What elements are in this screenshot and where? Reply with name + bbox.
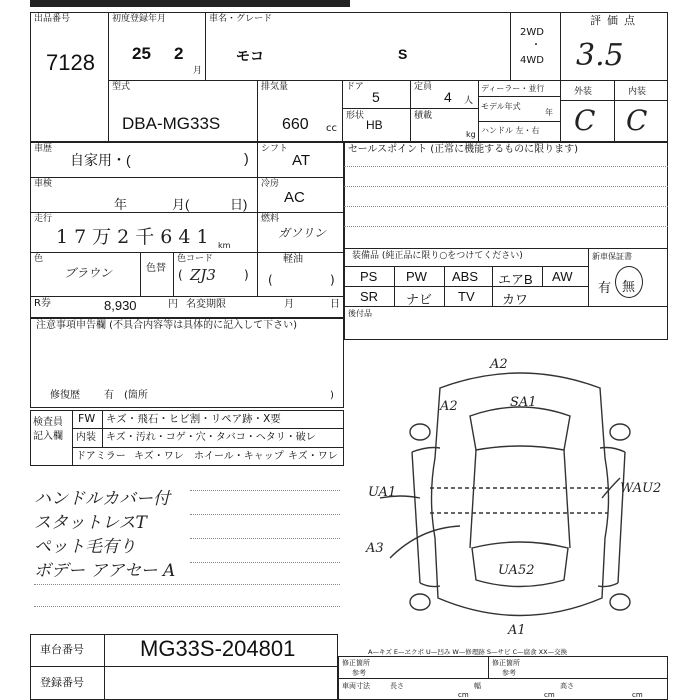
interior-grade: C — [626, 104, 648, 137]
load-label: 積載 — [414, 111, 433, 121]
exterior-grade: C — [574, 104, 596, 137]
displacement-label: 排気量 — [261, 82, 289, 92]
interior-items: キズ・汚れ・コゲ・穴・タバコ・ヘタリ・破レ — [106, 432, 316, 443]
mileage-label: 走行 — [34, 214, 53, 224]
repair-area-label-2: 修正箇所 — [492, 659, 520, 667]
warranty-no: 無 — [622, 279, 636, 294]
mark-wau2: WAU2 — [620, 481, 662, 496]
height-label: 高さ — [560, 682, 574, 690]
caution-label: 注意事項申告欄 (不具合内容等は具体的に記入して下さい) — [36, 320, 297, 331]
mirror-items: キズ・ワレ — [134, 451, 184, 462]
mark-a1: A1 — [508, 623, 526, 638]
shift-label: シフト — [261, 144, 289, 154]
color-label: 色 — [34, 254, 44, 264]
size-label: 車両寸法 — [342, 682, 370, 690]
equip-sr: SR — [360, 289, 379, 304]
sales-grid — [344, 142, 668, 340]
model-year-label: モデル年式 — [481, 102, 521, 111]
mileage-value: 17万2千641 — [56, 226, 215, 248]
equip-navi: ナビ — [406, 292, 433, 307]
fuel-open: ( — [268, 273, 273, 287]
equip-pw: PW — [406, 269, 427, 284]
equip-aw: AW — [552, 269, 573, 284]
drive-2wd: 2WD — [520, 27, 544, 38]
cm-3: cm — [632, 691, 643, 699]
repair-area-label: 修正箇所 — [342, 659, 370, 667]
lot-number: 7128 — [46, 50, 95, 75]
body-label: 形状 — [346, 111, 365, 121]
ac-label: 冷房 — [261, 179, 280, 189]
color-value: ブラウン — [64, 266, 113, 280]
ref-label-2: 参考 — [502, 669, 516, 677]
wheel-label: ホイール・キャップ — [194, 451, 284, 462]
usage-label: 車歴 — [34, 144, 53, 154]
fuel-label: 燃料 — [261, 214, 280, 224]
door-label: ドア — [346, 82, 364, 92]
ac-value: AC — [284, 189, 305, 206]
color-change-label: 色替 — [146, 263, 166, 274]
equip-ps: PS — [360, 269, 378, 284]
usage-close: ) — [244, 150, 249, 166]
dealer-label: ディーラー・並行 — [481, 84, 545, 93]
usage-value: 自家用・( — [70, 152, 131, 168]
displacement-value: 660 — [282, 116, 309, 133]
sales-point-label: セールスポイント (正常に機能するものに限ります) — [348, 144, 579, 155]
first-reg-label: 初度登録年月 — [112, 14, 167, 24]
name-change-label: 名変期限 — [186, 299, 226, 310]
equip-tv: TV — [458, 289, 475, 304]
lot-label: 出品番号 — [34, 14, 71, 24]
reg-year: 25 — [132, 44, 151, 63]
equip-leather: カワ — [502, 292, 529, 307]
chassis-number: MG33S-204801 — [140, 636, 296, 661]
repair-location: (箇所 — [124, 390, 148, 401]
equip-abs: ABS — [452, 269, 479, 284]
note-4: ボデー アアセー A — [34, 561, 176, 581]
repair-yes: 有 — [104, 390, 114, 401]
inspection-label: 車検 — [34, 179, 53, 189]
displacement-unit: cc — [326, 123, 337, 134]
width-label: 幅 — [474, 682, 481, 690]
car-name: モコ — [236, 48, 264, 64]
interior-insp-label: 内装 — [76, 432, 96, 443]
capacity-value: 4 — [444, 89, 452, 105]
ref-label-1: 参考 — [352, 669, 366, 677]
shift-value: AT — [292, 152, 311, 169]
handle-label: ハンドル 左・右 — [481, 126, 540, 135]
car-damage-diagram — [350, 348, 690, 638]
mark-a2-left: A2 — [440, 399, 458, 414]
legend: A—キズ E—ヱクボ U—凹み W—修理跡 S—サビ C—腐食 XX—交換 — [368, 648, 568, 656]
mark-a2-top: A2 — [490, 357, 508, 372]
reg-month: 2 — [174, 44, 184, 63]
inspection-year: 年 — [114, 197, 128, 212]
repair-close: ) — [330, 390, 334, 401]
wheel-items: キズ・ワレ — [288, 451, 338, 462]
model-code: DBA-MG33S — [122, 114, 221, 133]
color-code: ZJ3 — [190, 266, 216, 284]
repair-label: 修復歴 — [50, 390, 80, 401]
fuel-diesel: 軽油 — [283, 254, 303, 265]
recycle-unit: 円 — [168, 299, 178, 310]
note-3: ペット毛有り — [34, 537, 136, 557]
mark-ua1: UA1 — [368, 485, 397, 500]
score-value: 3.5 — [576, 38, 624, 73]
mark-ua52: UA52 — [498, 563, 535, 578]
inspection-day: 日) — [230, 197, 248, 212]
color-close: ) — [244, 268, 249, 282]
drive-4wd: 4WD — [520, 55, 544, 66]
drive-dot: ・ — [531, 40, 541, 51]
inspector-label-1: 検査員 — [33, 417, 63, 428]
after-label: 後付品 — [348, 309, 372, 318]
body-type: HB — [366, 118, 383, 132]
exterior-label: 外装 — [574, 87, 593, 97]
fw-label: FW — [78, 412, 96, 425]
top-banner — [30, 0, 350, 7]
fw-items: キズ・飛石・ヒビ割・リペア跡・X要 — [106, 413, 281, 425]
year-unit: 年 — [545, 108, 553, 117]
chassis-label: 車台番号 — [40, 643, 84, 656]
name-change-day: 日 — [330, 299, 340, 310]
car-grade: S — [398, 46, 408, 62]
warranty-label: 新車保証書 — [592, 252, 632, 261]
door-value: 5 — [372, 89, 380, 105]
equipment-label: 装備品 (純正品に限り○をつけてください) — [352, 251, 523, 261]
recycle-value: 8,930 — [104, 298, 137, 313]
capacity-label: 定員 — [414, 82, 433, 92]
color-open: ( — [178, 268, 183, 282]
name-label: 車名・グレード — [209, 14, 273, 24]
mileage-unit: km — [218, 241, 231, 250]
equip-airbag: エアB — [498, 272, 533, 287]
reg-number-label: 登録番号 — [40, 676, 84, 689]
recycle-label: R券 — [34, 298, 51, 309]
name-change-month: 月 — [284, 299, 294, 310]
cm-2: cm — [544, 691, 555, 699]
note-2: スタットレスT — [34, 513, 147, 533]
color-code-label: 色コード — [177, 254, 214, 264]
inspection-month: 月( — [172, 197, 190, 212]
capacity-unit: 人 — [464, 96, 474, 106]
model-label: 型式 — [112, 82, 131, 92]
cm-1: cm — [458, 691, 469, 699]
month-unit: 月 — [193, 66, 203, 76]
note-1: ハンドルカバー付 — [34, 489, 170, 509]
length-label: 長さ — [390, 682, 404, 690]
load-unit: kg — [466, 130, 476, 139]
inspector-label-2: 記入欄 — [33, 431, 63, 442]
fuel-close: ) — [330, 273, 335, 287]
mirror-label: ドアミラー — [76, 451, 126, 462]
mark-sa1: SA1 — [510, 395, 537, 410]
score-label: 評価点 — [590, 14, 641, 27]
fuel-value: ガソリン — [278, 226, 327, 240]
interior-label: 内装 — [628, 87, 647, 97]
mark-a3: A3 — [366, 541, 384, 556]
warranty-yes: 有 — [598, 280, 612, 295]
